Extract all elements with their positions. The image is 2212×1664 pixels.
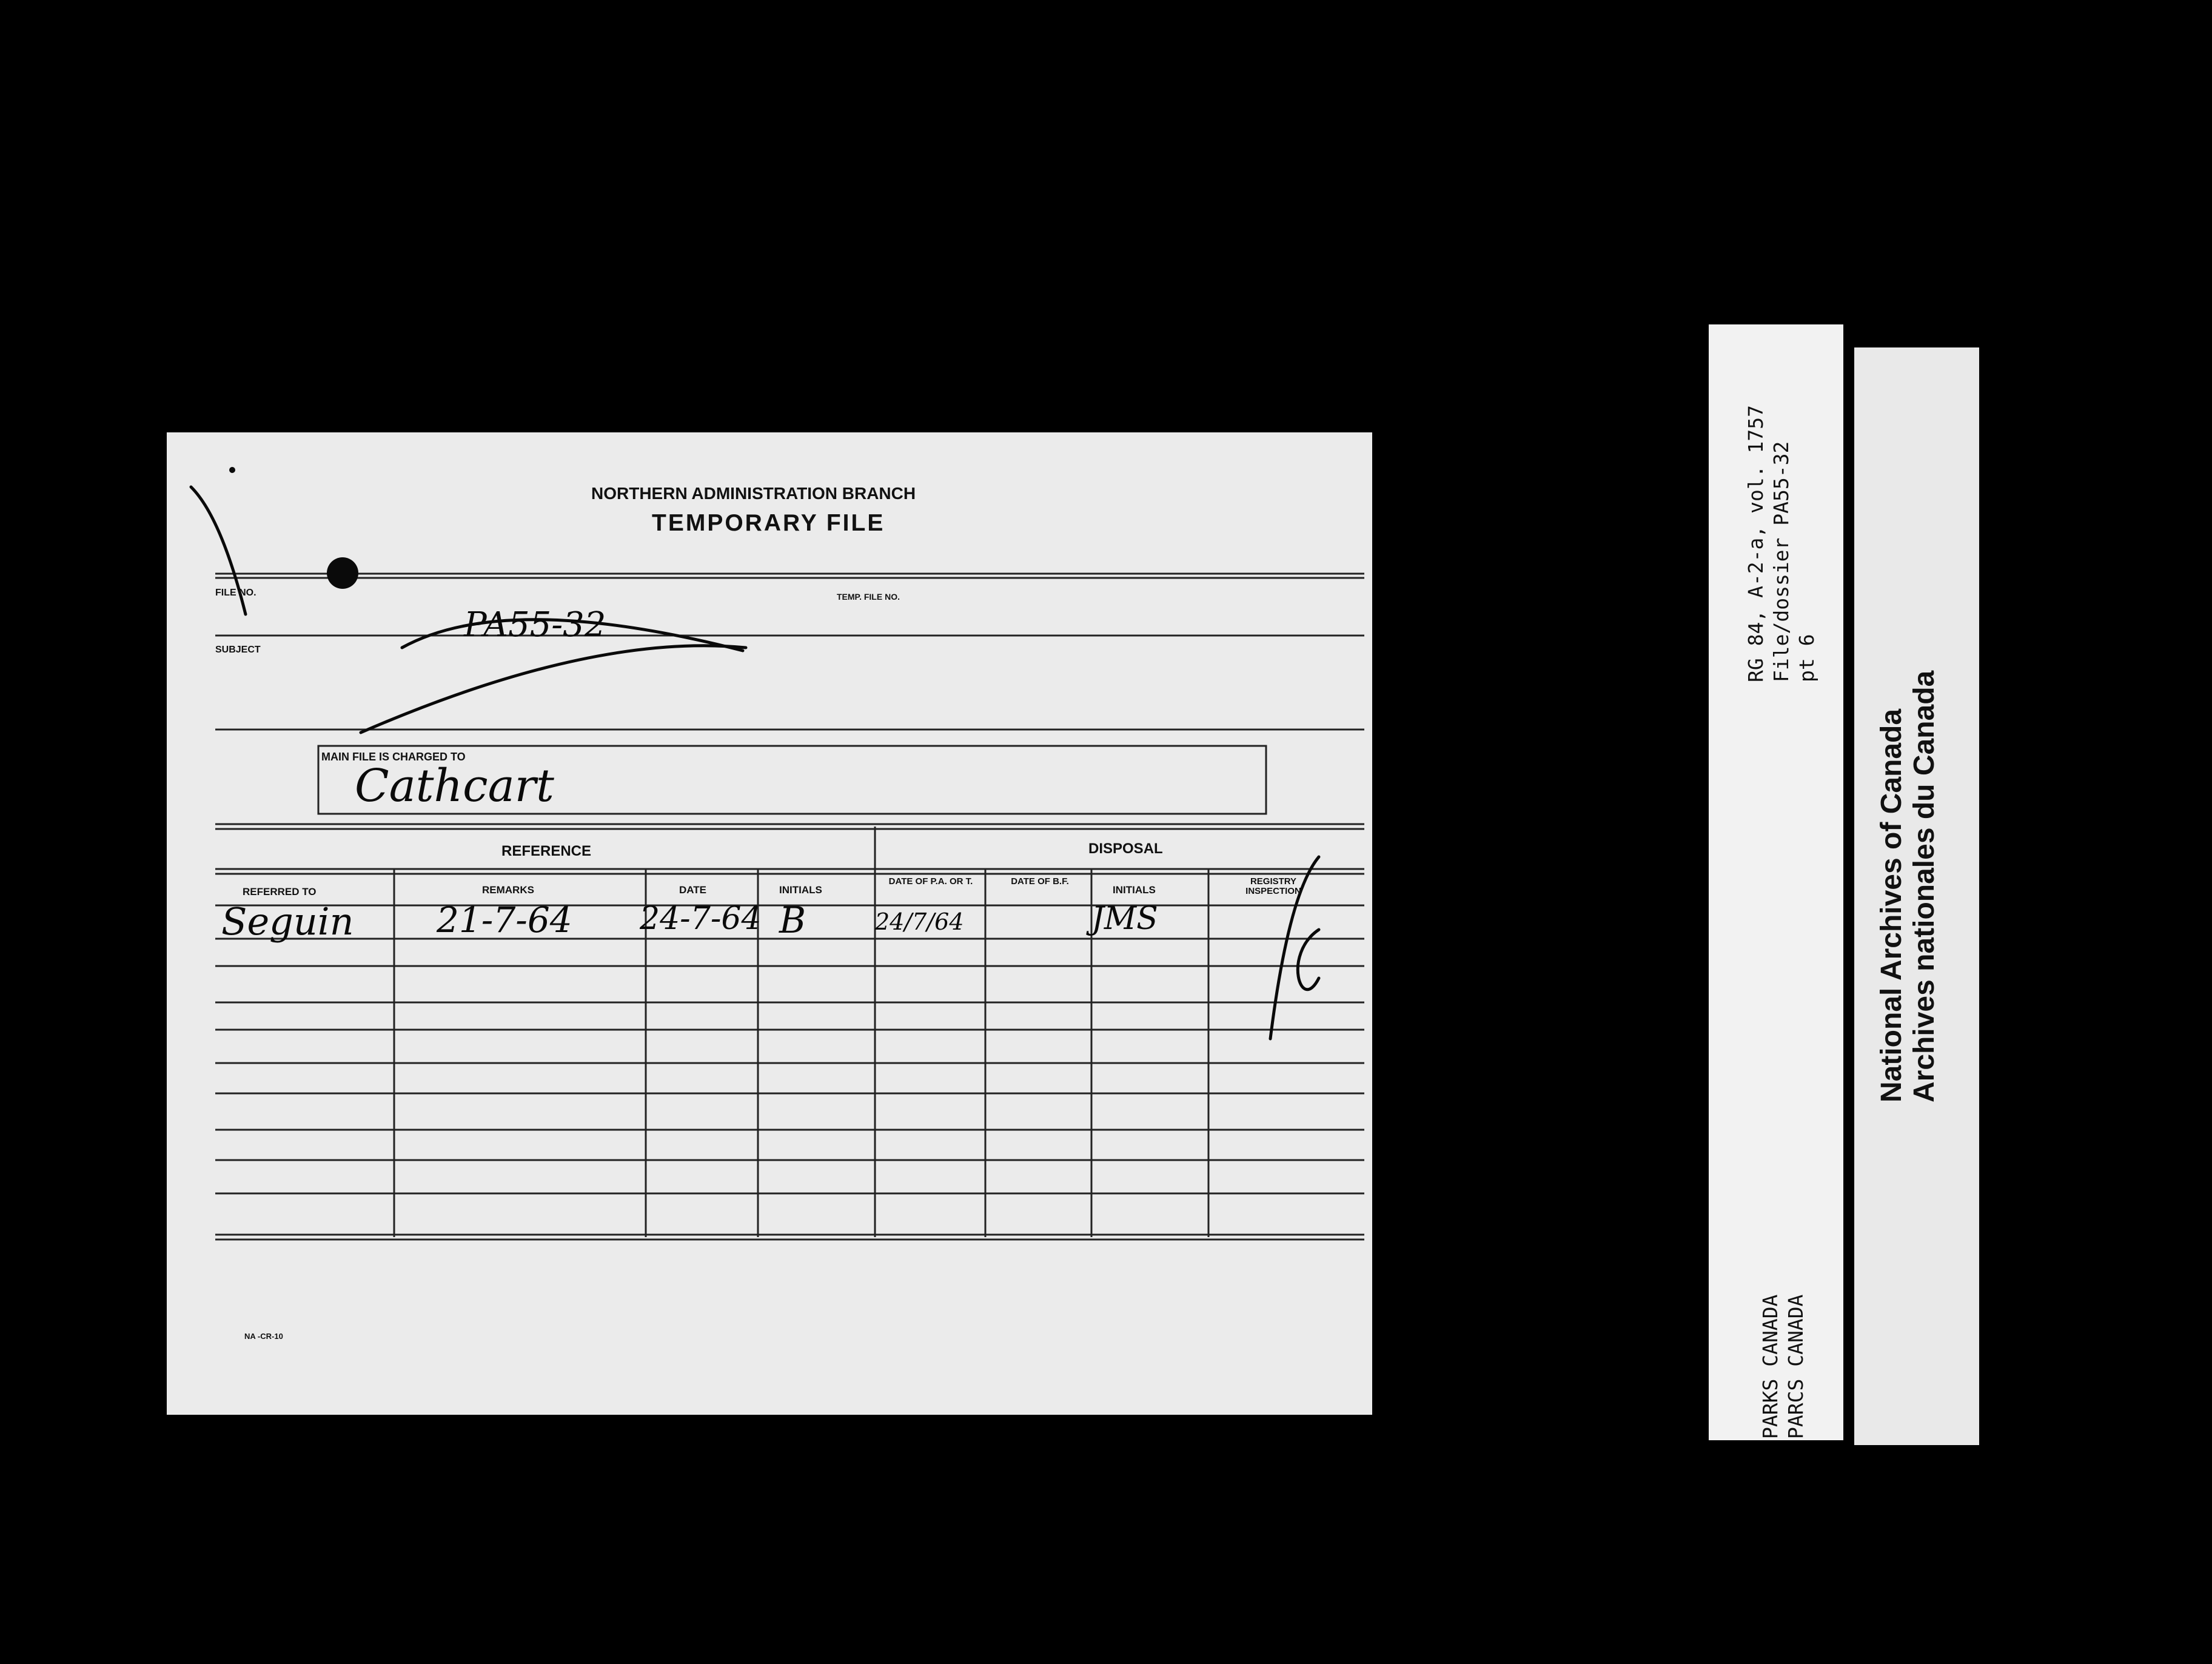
col-referred-to: REFERRED TO xyxy=(243,886,317,897)
row1-referred-to: Seguin xyxy=(221,899,354,944)
agency-fr: PARCS CANADA xyxy=(1784,1294,1808,1439)
col-date-pa: DATE OF P.A. OR T. xyxy=(888,876,973,887)
file-number-handwritten: PA55-32 xyxy=(464,605,606,645)
archive-part: pt 6 xyxy=(1795,634,1818,682)
disposal-label: DISPOSAL xyxy=(1088,840,1163,857)
main-file-handwritten: Cathcart xyxy=(355,760,554,812)
archive-reference-label xyxy=(1709,324,1843,1440)
temporary-file-card xyxy=(167,432,1372,1415)
reference-label: REFERENCE xyxy=(501,843,592,859)
subject-label: SUBJECT xyxy=(215,645,261,655)
temp-file-no-label: TEMP. FILE NO. xyxy=(837,592,900,602)
archives-name-fr: Archives nationales du Canada xyxy=(1908,670,1940,1102)
col-disposal-initials: INITIALS xyxy=(1113,884,1156,896)
row1-initials: B xyxy=(779,899,806,942)
row1-date: 24-7-64 xyxy=(640,901,762,937)
col-initials: INITIALS xyxy=(779,884,822,896)
agency-en: PARKS CANADA xyxy=(1758,1294,1782,1439)
row1-remarks: 21-7-64 xyxy=(437,899,572,941)
col-date: DATE xyxy=(679,884,707,896)
row1-date-pa: 24/7/64 xyxy=(875,908,964,935)
form-code: NA -CR-10 xyxy=(244,1332,283,1341)
archive-reference: RG 84, A-2-a, vol. 1757 xyxy=(1744,405,1768,682)
archives-name-en: National Archives of Canada xyxy=(1875,708,1908,1102)
form-title: TEMPORARY FILE xyxy=(652,510,885,536)
archive-file: File/dossier PA55-32 xyxy=(1769,441,1793,682)
national-archives-stamp xyxy=(1854,347,1979,1445)
row1-disposal-initials: JMS xyxy=(1091,901,1158,937)
col-registry-inspection: REGISTRY INSPECTION xyxy=(1245,876,1301,896)
branch-heading: NORTHERN ADMINISTRATION BRANCH xyxy=(591,484,916,503)
col-date-bf: DATE OF B.F. xyxy=(1011,876,1069,887)
main-file-label: MAIN FILE IS CHARGED TO xyxy=(321,751,466,763)
col-remarks: REMARKS xyxy=(482,884,534,896)
file-no-label: FILE NO. xyxy=(215,588,256,598)
